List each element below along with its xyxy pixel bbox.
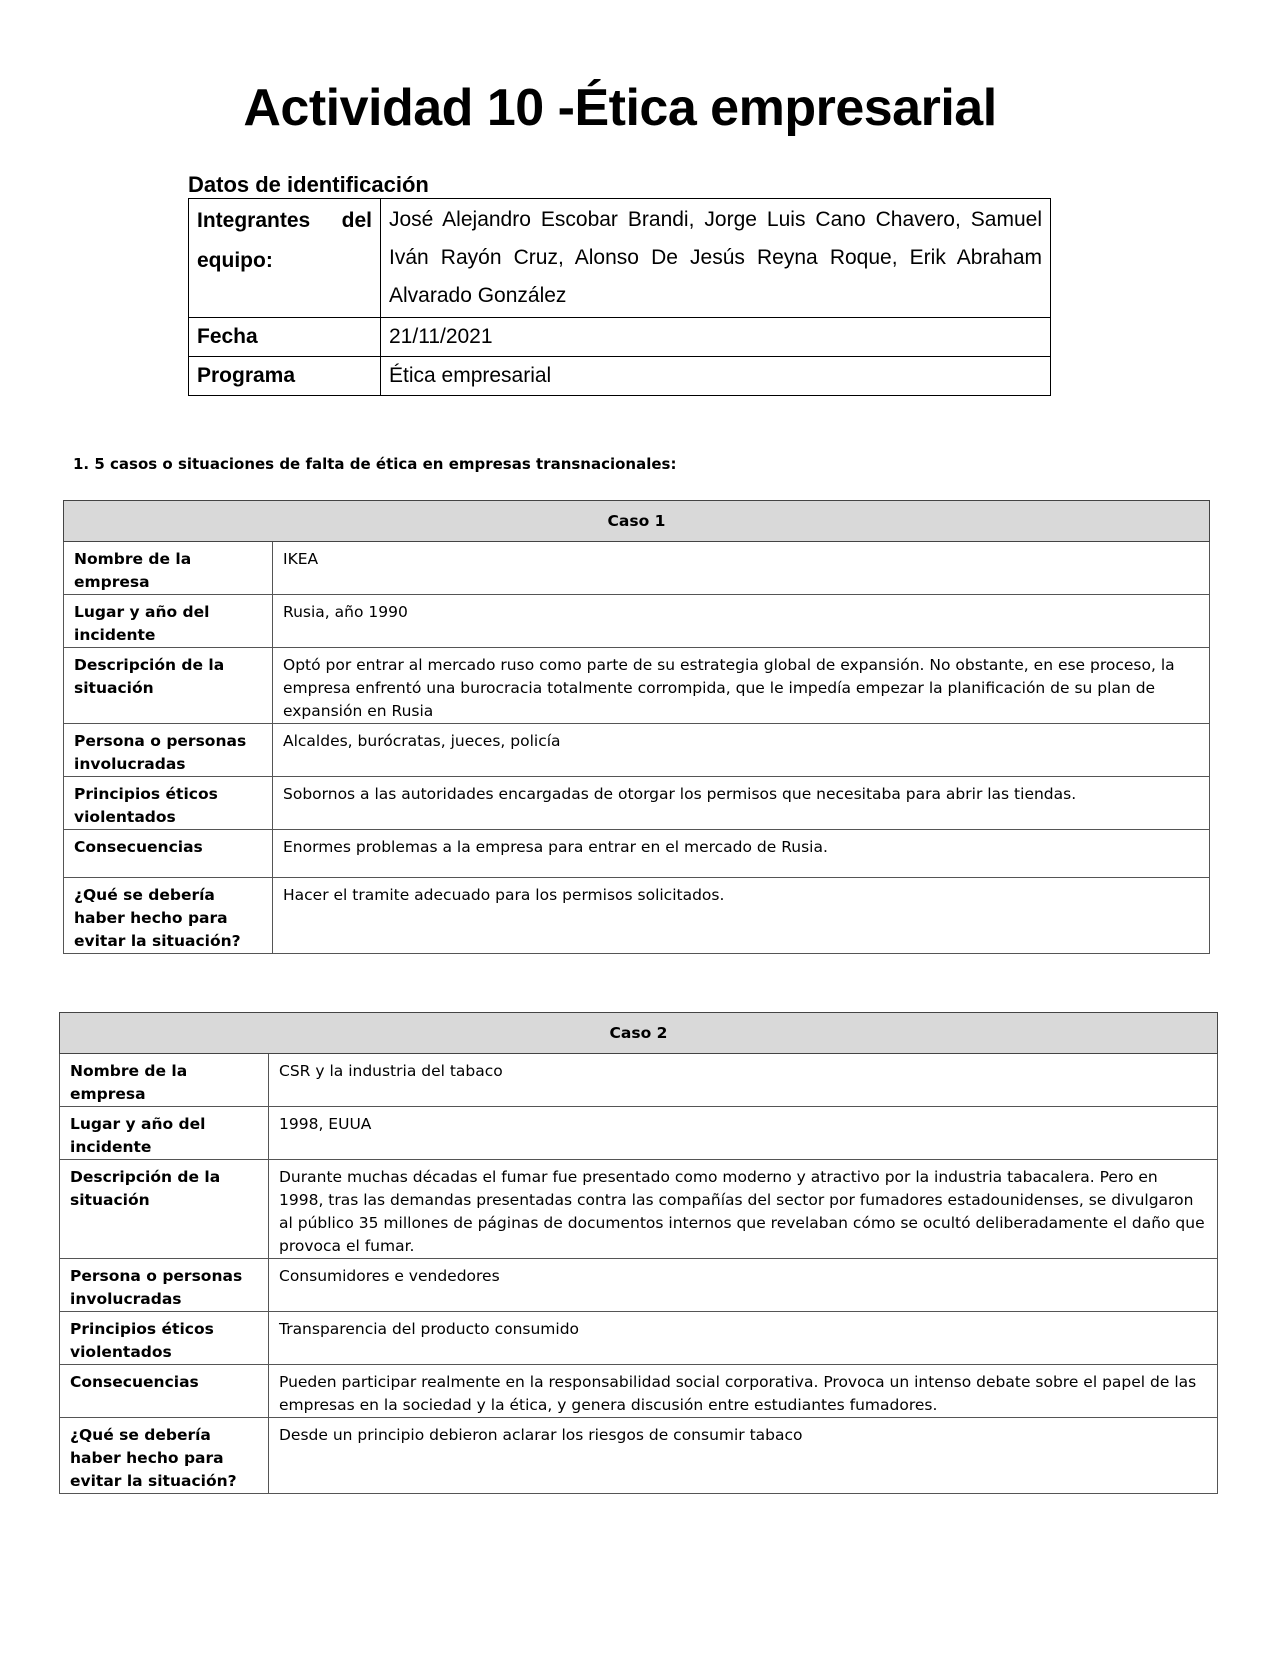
table-row	[60, 1312, 1218, 1365]
table-row	[64, 542, 1210, 595]
row-label: Lugar y año del incidente	[64, 595, 273, 648]
row-label: Principios éticos violentados	[64, 777, 273, 830]
row-value: IKEA	[273, 542, 1210, 595]
row-label: Consecuencias	[64, 830, 273, 878]
row-value: CSR y la industria del tabaco	[269, 1054, 1218, 1107]
row-label: Persona o personas involucradas	[60, 1259, 269, 1312]
row-label: Consecuencias	[60, 1365, 269, 1418]
row-label: Nombre de la empresa	[64, 542, 273, 595]
row-value: Alcaldes, burócratas, jueces, policía	[273, 724, 1210, 777]
page-title: Actividad 10 -Ética empresarial	[243, 79, 997, 137]
row-value: Sobornos a las autoridades encargadas de otorgar los permisos que necesitaba para abrir las tiendas.	[273, 777, 1210, 830]
date-value: 21/11/2021	[381, 318, 1051, 357]
program-label: Programa	[189, 357, 381, 396]
row-value: 1998, EUUA	[269, 1107, 1218, 1160]
table-row	[64, 724, 1210, 777]
row-value: Pueden participar realmente en la responsabilidad social corporativa. Provoca un intenso debate sobre el papel de las empresas en la sociedad y la ética, y genera discusión entre estudiantes fumadores.	[269, 1365, 1218, 1418]
table-row	[64, 648, 1210, 724]
row-value: Transparencia del producto consumido	[269, 1312, 1218, 1365]
date-label: Fecha	[189, 318, 381, 357]
table-row	[60, 1160, 1218, 1259]
case-title: Caso 2	[60, 1013, 1218, 1054]
row-label: Descripción de la situación	[64, 648, 273, 724]
row-label: Nombre de la empresa	[60, 1054, 269, 1107]
table-row	[64, 830, 1210, 878]
row-value: Hacer el tramite adecuado para los permisos solicitados.	[273, 878, 1210, 954]
case-title: Caso 1	[64, 501, 1210, 542]
members-label: Integrantes del equipo:	[189, 199, 381, 318]
row-label: Lugar y año del incidente	[60, 1107, 269, 1160]
row-value: Enormes problemas a la empresa para entrar en el mercado de Rusia.	[273, 830, 1210, 878]
table-row	[64, 878, 1210, 954]
table-row	[64, 777, 1210, 830]
program-row	[189, 357, 1051, 396]
row-value: Desde un principio debieron aclarar los riesgos de consumir tabaco	[269, 1418, 1218, 1494]
members-row	[189, 199, 1051, 318]
table-row	[60, 1418, 1218, 1494]
row-value: Consumidores e vendedores	[269, 1259, 1218, 1312]
case-1-table	[63, 500, 1210, 954]
date-row	[189, 318, 1051, 357]
members-value: José Alejandro Escobar Brandi, Jorge Luis Cano Chavero, Samuel Iván Rayón Cruz, Alonso De Jesús Reyna Roque, Erik Abraham Alvarado González	[381, 199, 1051, 318]
table-row	[60, 1054, 1218, 1107]
row-value: Optó por entrar al mercado ruso como parte de su estrategia global de expansión. No obstante, en ese proceso, la empresa enfrentó una burocracia totalmente corrompida, que le impedía empezar la planificación de su plan de expansión en Rusia	[273, 648, 1210, 724]
identification-table	[188, 198, 1051, 396]
table-row	[60, 1259, 1218, 1312]
row-label: ¿Qué se debería haber hecho para evitar la situación?	[64, 878, 273, 954]
identification-heading: Datos de identificación	[188, 172, 429, 197]
row-label: Persona o personas involucradas	[64, 724, 273, 777]
table-row	[60, 1107, 1218, 1160]
row-label: Descripción de la situación	[60, 1160, 269, 1259]
table-row	[64, 595, 1210, 648]
table-row	[60, 1365, 1218, 1418]
row-label: ¿Qué se debería haber hecho para evitar la situación?	[60, 1418, 269, 1494]
row-value: Durante muchas décadas el fumar fue presentado como moderno y atractivo por la industria tabacalera. Pero en 1998, tras las demandas presentadas contra las compañías del sector por fumadores estadounidenses, se divulgaron al público 35 millones de páginas de documentos internos que revelaban cómo se ocultó deliberadamente el daño que provoca el fumar.	[269, 1160, 1218, 1259]
program-value: Ética empresarial	[381, 357, 1051, 396]
case-2-table	[59, 1012, 1218, 1494]
row-label: Principios éticos violentados	[60, 1312, 269, 1365]
section-heading: 1. 5 casos o situaciones de falta de ética en empresas transnacionales:	[73, 455, 677, 473]
row-value: Rusia, año 1990	[273, 595, 1210, 648]
